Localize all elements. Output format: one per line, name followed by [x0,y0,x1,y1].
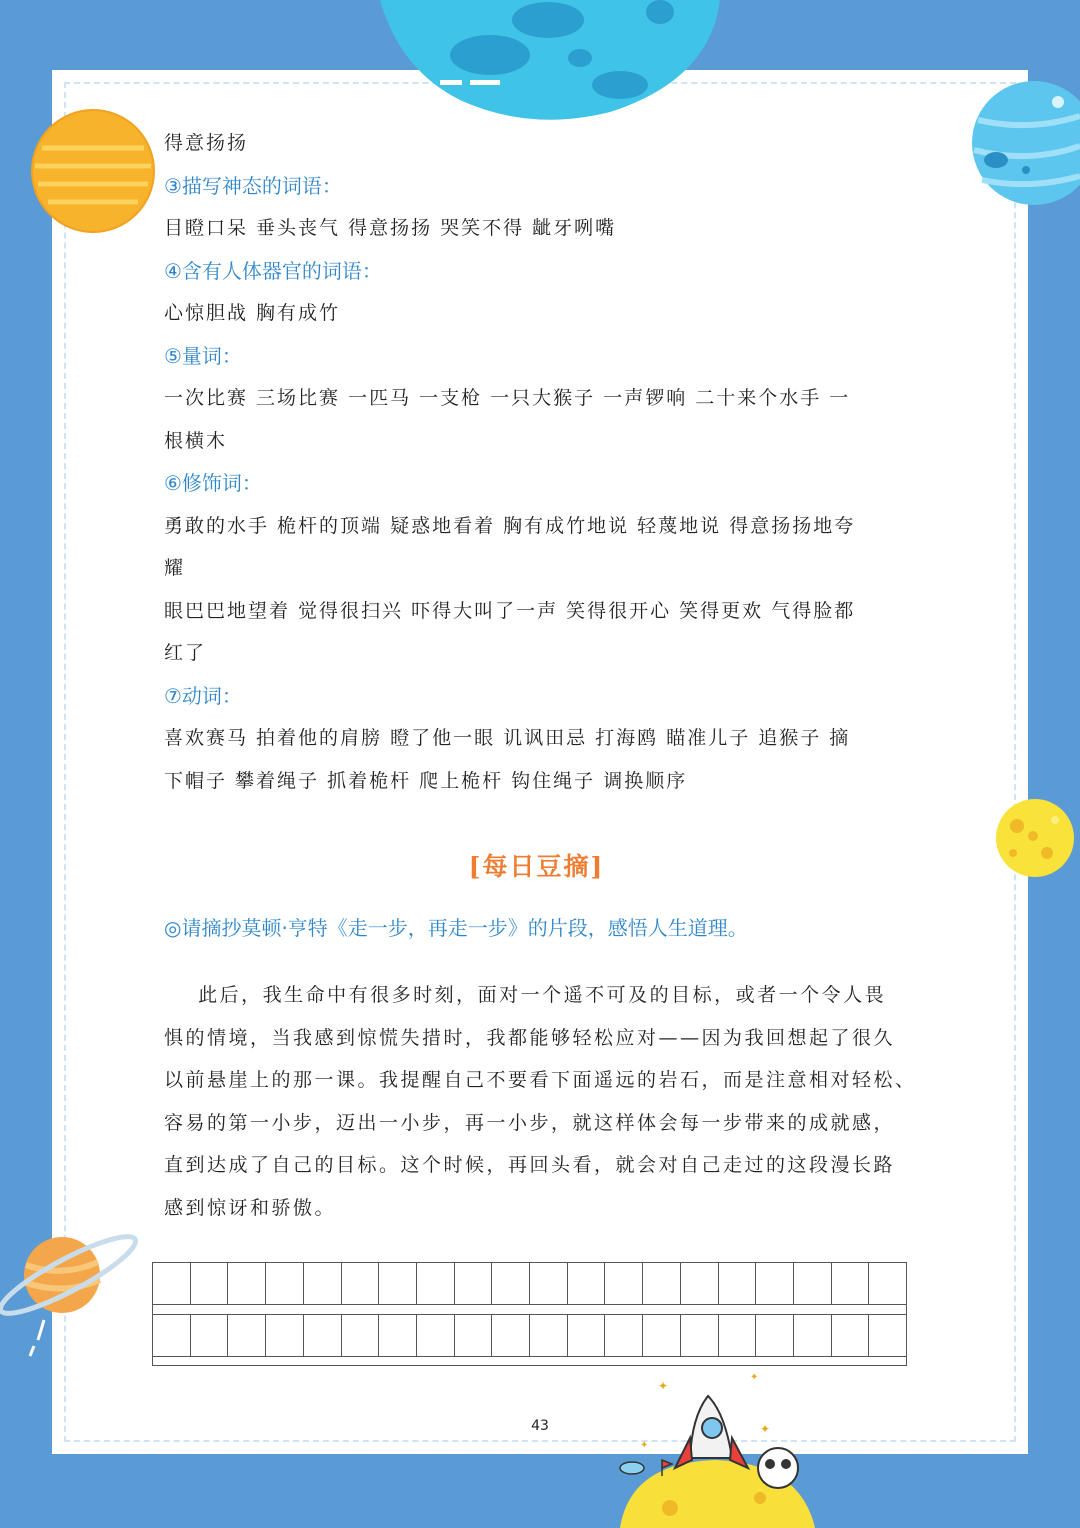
writing-grid[interactable] [152,1262,907,1366]
passage-line: 此后，我生命中有很多时刻，面对一个遥不可及的目标，或者一个令人畏 [164,984,887,1006]
grid-cell[interactable] [605,1315,643,1356]
grid-cell[interactable] [643,1263,681,1304]
word-list-line: 得意扬扬 [164,132,249,154]
word-list-line: 下帽子 攀着绳子 抓着桅杆 爬上桅杆 钩住绳子 调换顺序 [164,769,688,792]
grid-cell[interactable] [568,1315,606,1356]
grid-cell[interactable] [832,1315,870,1356]
grid-cell[interactable] [756,1263,794,1304]
word-list-line: 喜欢赛马 拍着他的肩膀 瞪了他一眼 讥讽田忌 打海鸥 瞄准儿子 追猴子 摘 [164,727,851,749]
word-list-line: 心惊胆战 胸有成竹 [164,302,341,324]
grid-cell[interactable] [492,1315,530,1356]
grid-cell[interactable] [681,1263,719,1304]
passage-line: 惧的情境，当我感到惊慌失措时，我都能够轻松应对——因为我回想起了很久 [164,1026,896,1049]
grid-cell[interactable] [719,1315,757,1356]
grid-cell[interactable] [794,1315,832,1356]
grid-cell[interactable] [191,1263,229,1304]
word-list-line: 勇敢的水手 桅杆的顶端 疑惑地看着 胸有成竹地说 轻蔑地说 得意扬扬地夸 [164,514,856,537]
grid-cell[interactable] [417,1263,455,1304]
grid-cell[interactable] [266,1263,304,1304]
grid-cell[interactable] [379,1263,417,1304]
word-list-line: 根横木 [164,429,228,452]
grid-cell[interactable] [643,1315,681,1356]
svg-text:✦: ✦ [760,1422,771,1436]
word-list-line: 眼巴巴地望着 觉得很扫兴 吓得大叫了一声 笑得很开心 笑得更欢 气得脸都 [164,599,856,622]
passage-line: 以前悬崖上的那一课。我提醒自己不要看下面遥远的岩石，而是注意相对轻松、 [164,1069,917,1091]
grid-cell[interactable] [605,1263,643,1304]
grid-cell[interactable] [455,1315,493,1356]
blue-crater-planet-icon [380,0,720,125]
grid-row-gap [152,1357,907,1366]
word-list-line: 目瞪口呆 垂头丧气 得意扬扬 哭笑不得 龇牙咧嘴 [164,217,617,239]
grid-row-gap [152,1305,907,1314]
passage-line: 感到惊讶和骄傲。 [164,1196,337,1219]
grid-cell[interactable] [379,1315,417,1356]
excerpt-passage [164,974,917,1229]
grid-cell[interactable] [869,1263,906,1304]
section-heading: ③描写神态的词语： [164,173,342,198]
section-heading: ⑦动词： [164,683,242,708]
grid-cell[interactable] [756,1315,794,1356]
grid-row[interactable] [152,1262,907,1305]
grid-cell[interactable] [342,1263,380,1304]
grid-cell[interactable] [681,1315,719,1356]
svg-text:✦: ✦ [658,1379,669,1393]
svg-text:✦: ✦ [640,1440,649,1451]
yellow-planet-icon [30,108,156,234]
vocabulary-sections [164,122,909,802]
grid-cell[interactable] [228,1315,266,1356]
grid-cell[interactable] [455,1263,493,1304]
ringed-planet-icon [0,1230,145,1360]
grid-cell[interactable] [153,1315,191,1356]
box-title: [每日豆摘] [468,852,605,881]
word-list-line: 红了 [164,642,207,664]
grid-cell[interactable] [304,1315,342,1356]
grid-cell[interactable] [869,1315,906,1356]
grid-cell[interactable] [266,1315,304,1356]
grid-cell[interactable] [492,1263,530,1304]
grid-cell[interactable] [832,1263,870,1304]
grid-cell[interactable] [342,1315,380,1356]
blue-striped-planet-icon [970,80,1080,206]
grid-cell[interactable] [794,1263,832,1304]
section-heading: ④含有人体器官的词语： [164,258,382,283]
grid-cell[interactable] [191,1315,229,1356]
svg-text:✦: ✦ [750,1372,759,1383]
passage-line: 直到达成了自己的目标。这个时候，再回头看，就会对自己走过的这段漫长路 [164,1154,896,1176]
grid-cell[interactable] [568,1263,606,1304]
section-heading: ⑤量词： [164,343,242,368]
passage-line: 容易的第一小步，迈出一小步，再一小步，就这样体会每一步带来的成就感， [164,1111,896,1134]
word-list-line: 一次比赛 三场比赛 一匹马 一支枪 一只大猴子 一声锣响 二十来个水手 一 [164,387,851,409]
rocket-astronaut-illustration [600,1368,830,1528]
word-list-line: 耀 [164,557,186,579]
grid-cell[interactable] [304,1263,342,1304]
page-number: 43 [531,1418,549,1434]
grid-cell[interactable] [530,1263,568,1304]
grid-cell[interactable] [530,1315,568,1356]
content-area [164,122,917,1219]
excerpt-prompt: ◎请摘抄莫顿·亨特《走一步，再走一步》的片段，感悟人生道理。 [164,916,748,940]
grid-cell[interactable] [153,1263,191,1304]
small-yellow-planet-icon [995,798,1080,878]
grid-cell[interactable] [417,1315,455,1356]
grid-row[interactable] [152,1314,907,1357]
grid-cell[interactable] [719,1263,757,1304]
section-heading: ⑥修饰词： [164,471,262,495]
grid-cell[interactable] [228,1263,266,1304]
